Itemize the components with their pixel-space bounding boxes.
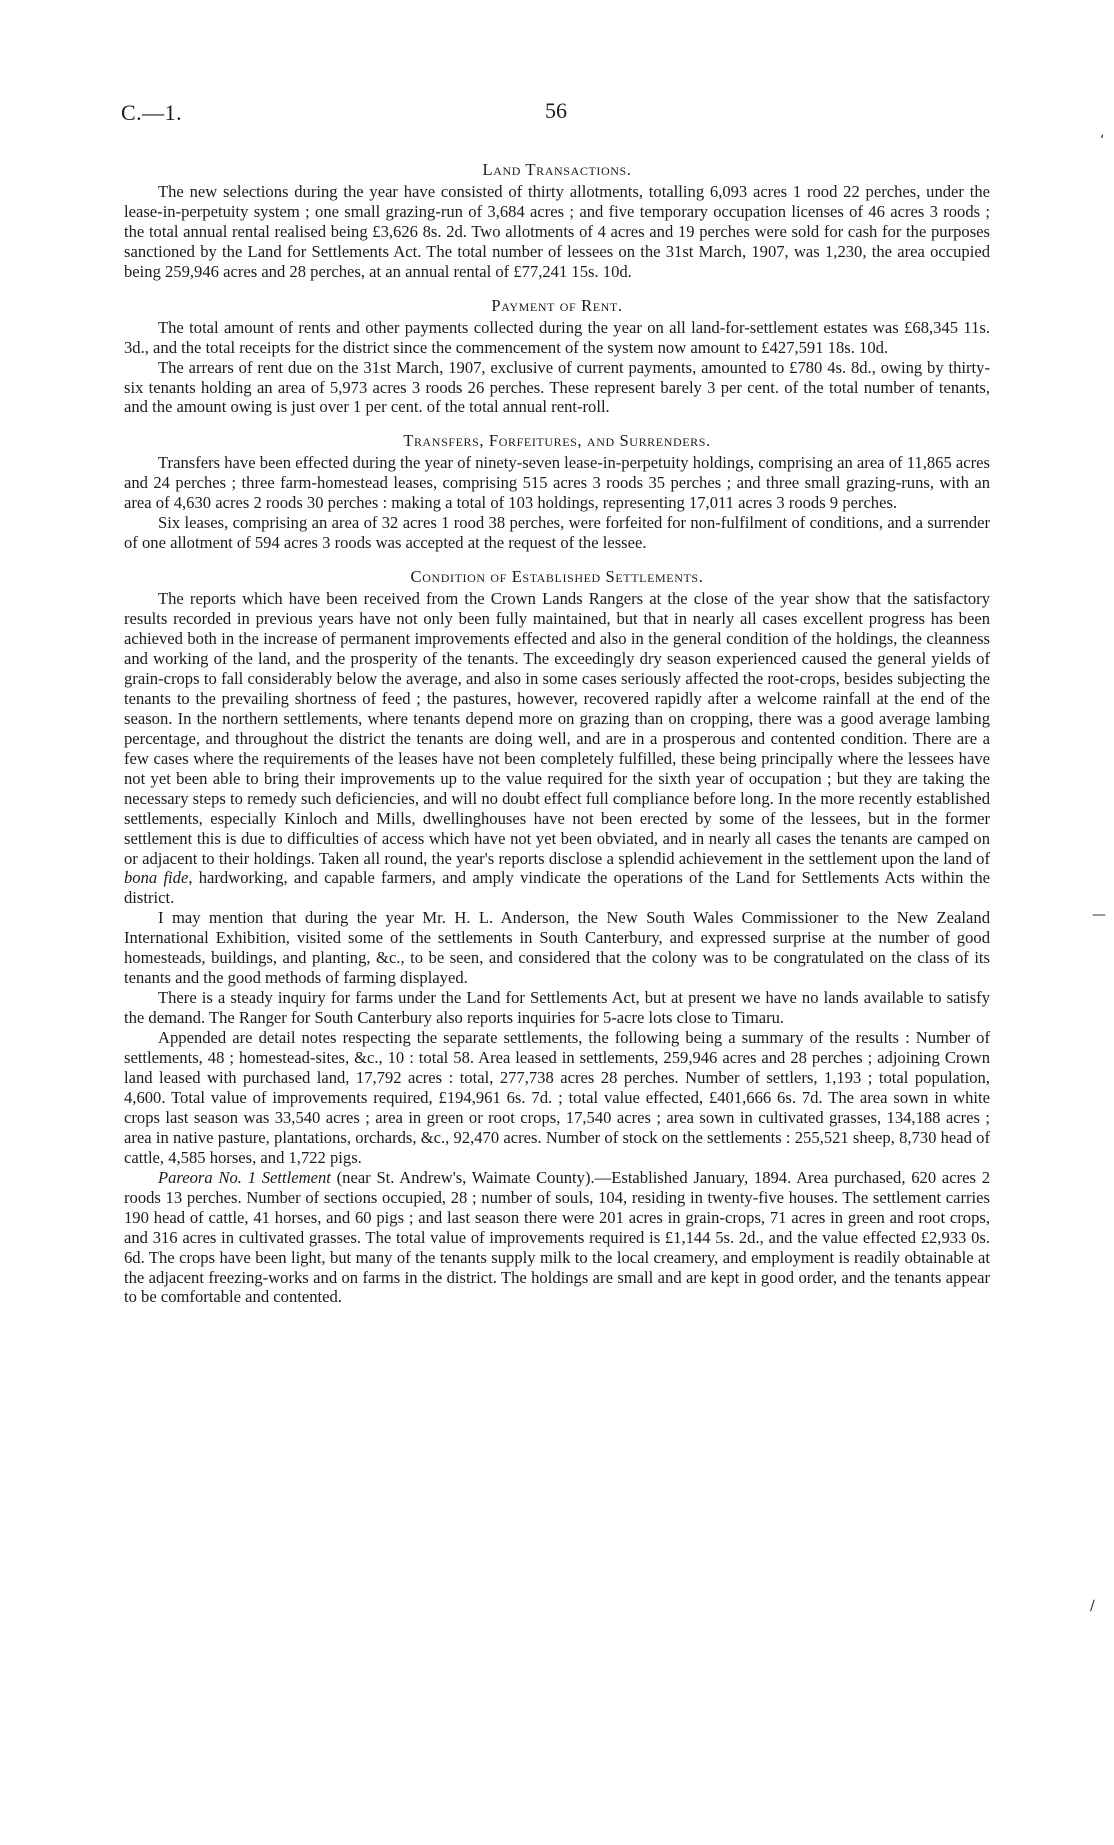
margin-mark-icon: ‘ xyxy=(1100,133,1105,149)
document-body xyxy=(124,160,990,1321)
paragraph: The total amount of rents and other payments collected during the year on all land-for-settlement estates was £68,345 11s. 3d., and the total receipts for the district since the commencement of the system now amount to £427,591 18s. 10d. xyxy=(124,317,990,357)
margin-mark-icon: — xyxy=(1092,907,1106,923)
section-heading: Transfers, Forfeitures, and Surrenders. xyxy=(403,431,711,451)
paragraph: The new selections during the year have consisted of thirty allotments, totalling 6,093 acres 1 rood 22 perches, under the lease-in-perpetuity system ; one small grazing-run of 3,684 acres ; and five temporary occupation licenses of 46 acres 3 roods ; the total annual rental realised being £3,626 8s. 2d. Two allotments of 4 acres and 19 perches were sold for cash for the purposes sanctioned by the Land for Settlements Act. The total number of lessees on the 31st March, 1907, was 1,230, the area occupied being 259,946 acres and 28 perches, at an annual rental of £77,241 15s. 10d. xyxy=(124,181,990,281)
section-heading: Condition of Established Settlements. xyxy=(410,567,704,587)
section-land-transactions xyxy=(124,160,990,282)
paragraph: There is a steady inquiry for farms under the Land for Settlements Act, but at present we have no lands available to satisfy the demand. The Ranger for South Canterbury also reports inquiries for 5-acre lots close to Timaru. xyxy=(124,988,990,1028)
section-heading: Payment of Rent. xyxy=(491,295,623,315)
report-reference: C.—1. xyxy=(121,100,183,125)
section-heading: Land Transactions. xyxy=(482,160,632,179)
settlement-paragraph xyxy=(124,1168,990,1308)
paragraph: Transfers have been effected during the year of ninety-seven lease-in-perpetuity holdings, comprising an area of 11,865 acres and 24 perches ; three farm-homestead leases, comprising 515 acres 3 roods 35 perches ; and three small grazing-runs, with an area of 4,630 acres 2 roods 30 perches : making a total of 103 holdings, representing 17,011 acres 3 roods 9 perches. xyxy=(124,453,990,513)
paragraph: The reports which have been received from the Crown Lands Rangers at the close of the year show that the satisfactory results recorded in previous years have not only been fully maintained, but that in nearly all cases excellent progress has been achieved both in the increase of permanent improvements effected and also in the general condition of the holdings, the cleanness and working of the land, and the prosperity of the tenants. The exceedingly dry season experienced caused the general yields of grain-crops to fall considerably below the average, and also in some cases seriously affected the root-crops, besides subjecting the tenants to the prevailing shortness of feed ; the pastures, however, recovered rapidly after a welcome rainfall at the end of the season. In the northern settlements, where tenants depend more on grazing than on cropping, there was a good average lambing percentage, and throughout the district the tenants are doing well, and are in a prosperous and contented condition. There are a few cases where the requirements of the leases have not been completely fulfilled, these being principally where the lessees have not yet been able to bring their improvements up to the value required for the sixth year of occupation ; but they are taking the necessary steps to remedy such deficiencies, and will no doubt effect full compliance before long. In the more recently established settlements, especially Kinloch and Mills, dwellinghouses have not been erected by some of the lessees, but in the former settlement this is due to difficulties of access which have not yet been obviated, and in nearly all cases the tenants are camped on or adjacent to their holdings. Taken all round, the year's reports disclose a splendid achievement in the settlement upon the land of bona fide, hardworking, and capable farmers, and amply vindicate the operations of the Land for Settlements Acts within the district. xyxy=(124,589,990,908)
settlement-name: Pareora No. 1 Settlement xyxy=(158,1167,331,1187)
italic-phrase: bona fide xyxy=(124,868,189,888)
settlement-text: (near St. Andrew's, Waimate County).—Established January, 1894. Area purchased, 620 acres 2 roods 13 perches. Number of sections occupied, 28 ; number of souls, 104, residing in twenty-five houses. The settlement carries 190 head of cattle, 41 horses, and 60 pigs ; and last season there were 201 acres in grain-crops, 71 acres in green and root crops, and 316 acres in cultivated grasses. The total value of improvements required is £1,144 5s. 2d., and the value effected £2,933 0s. 6d. The crops have been light, but many of the tenants supply milk to the local creamery, and employment is readily obtainable at the adjacent freezing-works and on farms in the district. The holdings are small and are kept in good order, and the tenants appear to be comfortable and contented. xyxy=(124,1167,990,1307)
section-payment-of-rent xyxy=(124,296,990,418)
page-number: 56 xyxy=(545,98,567,123)
paragraph: I may mention that during the year Mr. H. L. Anderson, the New South Wales Commissioner to the New Zealand International Exhibition, visited some of the settlements in South Canterbury, and expressed surprise at the number of good homesteads, buildings, and planting, &c., to be seen, and considered that the colony was to be congratulated on the class of its tenants and the good methods of farming displayed. xyxy=(124,908,990,988)
section-established-settlements xyxy=(124,567,990,1168)
section-pareora-settlement xyxy=(124,1168,990,1308)
margin-mark-icon: ∕ xyxy=(1090,1598,1095,1614)
section-transfers-forfeitures xyxy=(124,431,990,553)
paragraph: Six leases, comprising an area of 32 acres 1 rood 38 perches, were forfeited for non-fulfilment of conditions, and a surrender of one allotment of 594 acres 3 roods was accepted at the request of the lessee. xyxy=(124,513,990,553)
paragraph: The arrears of rent due on the 31st March, 1907, exclusive of current payments, amounted to £780 4s. 8d., owing by thirty-six tenants holding an area of 5,973 acres 3 roods 26 perches. These represent barely 3 per cent. of the total number of tenants, and the amount owing is just over 1 per cent. of the total annual rent-roll. xyxy=(124,357,990,417)
paragraph: Appended are detail notes respecting the separate settlements, the following being a summary of the results : Number of settlements, 48 ; homestead-sites, &c., 10 : total 58. Area leased in settlements, 259,946 acres and 28 perches ; adjoining Crown land leased with purchased land, 17,792 acres : total, 277,738 acres 28 perches. Number of settlers, 1,193 ; total population, 4,600. Total value of improvements required, £194,961 6s. 7d. ; total value effected, £401,666 6s. 7d. The area sown in white crops last season was 33,540 acres ; area in green or root crops, 17,540 acres ; area sown in cultivated grasses, 134,188 acres ; area in native pasture, plantations, orchards, &c., 92,470 acres. Number of stock on the settlements : 255,521 sheep, 8,730 head of cattle, 4,585 horses, and 1,722 pigs. xyxy=(124,1028,990,1167)
